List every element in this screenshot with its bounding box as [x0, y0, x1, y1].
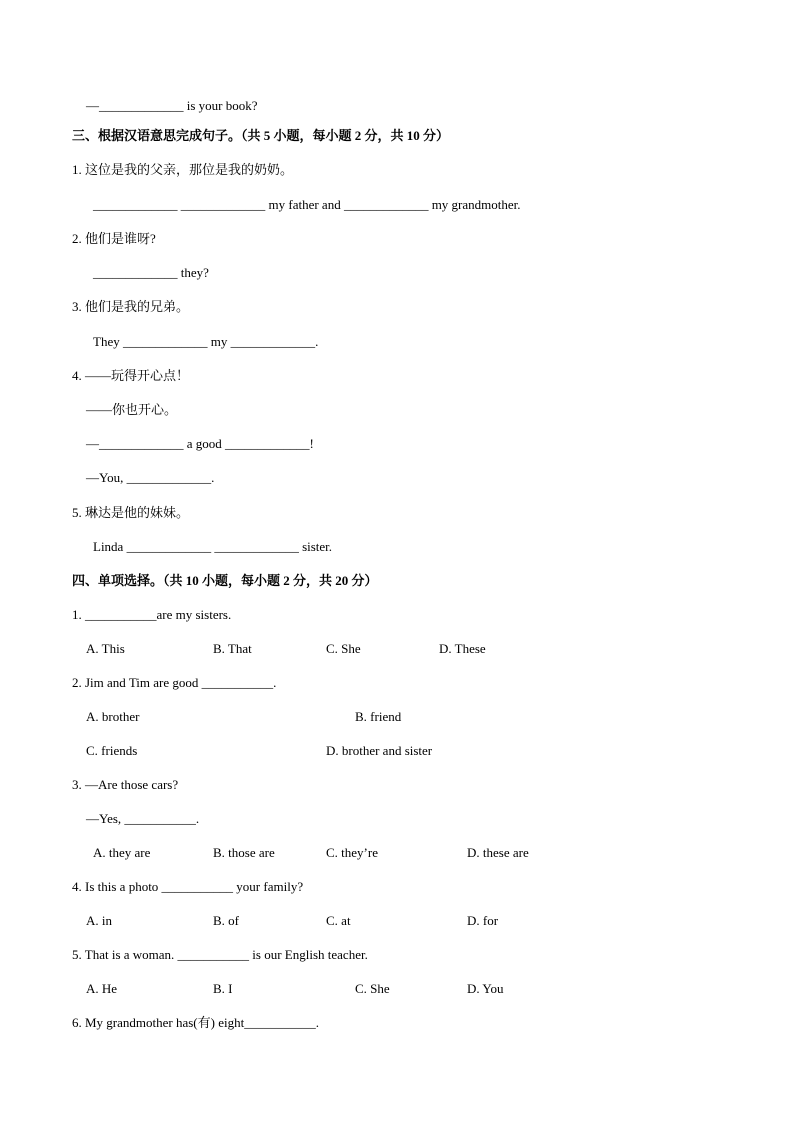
- section4-heading: 四、单项选择。（共 10 小题，每小题 2 分，共 20 分）: [72, 573, 378, 588]
- q1-option-d: D. These: [439, 641, 486, 656]
- q1-option-b: B. That: [213, 641, 252, 656]
- q2-option-d: D. brother and sister: [326, 743, 433, 758]
- q2-option-a: A. brother: [86, 709, 140, 724]
- s3-q4-prompt: 4. ——玩得开心点！: [72, 368, 190, 383]
- q1-stem: 1. ___________are my sisters.: [72, 607, 232, 622]
- q4-option-d: D. for: [467, 913, 499, 928]
- q5-option-a: A. He: [86, 981, 118, 996]
- q2-option-c: C. friends: [86, 743, 138, 758]
- s3-q4-prompt-2: ——你也开心。: [86, 402, 178, 417]
- q3-stem: 3. —Are those cars?: [72, 777, 179, 792]
- q3-option-c: C. they’re: [326, 845, 378, 860]
- s3-q3-prompt: 3. 他们是我的兄弟。: [72, 299, 190, 314]
- s3-q3-answer: They _____________ my _____________.: [93, 334, 319, 349]
- q1-option-a: A. This: [86, 641, 125, 656]
- s3-q1-prompt: 1. 这位是我的父亲，那位是我的奶奶。: [72, 162, 294, 177]
- s3-dialogue-line: —_____________ is your book?: [86, 98, 258, 113]
- q4-option-c: C. at: [326, 913, 351, 928]
- section3-heading: 三、根据汉语意思完成句子。（共 5 小题，每小题 2 分，共 10 分）: [72, 128, 450, 143]
- q3-reply: —Yes, ___________.: [86, 811, 200, 826]
- q5-option-d: D. You: [467, 981, 504, 996]
- s3-q5-answer: Linda _____________ _____________ sister.: [93, 539, 333, 554]
- q3-option-b: B. those are: [213, 845, 275, 860]
- q4-option-b: B. of: [213, 913, 239, 928]
- q5-option-b: B. I: [213, 981, 233, 996]
- q3-option-d: D. these are: [467, 845, 529, 860]
- q4-option-a: A. in: [86, 913, 112, 928]
- q1-option-c: C. She: [326, 641, 361, 656]
- q2-stem: 2. Jim and Tim are good ___________.: [72, 675, 277, 690]
- q2-option-b: B. friend: [355, 709, 402, 724]
- q3-option-a: A. they are: [93, 845, 151, 860]
- q4-stem: 4. Is this a photo ___________ your family?: [72, 879, 304, 894]
- s3-q1-answer: _____________ _____________ my father and _____________ my grandmother.: [93, 197, 521, 212]
- s3-q4-answer-1: —_____________ a good _____________!: [86, 436, 314, 451]
- q5-stem: 5. That is a woman. ___________ is our English teacher.: [72, 947, 368, 962]
- q6-stem: 6. My grandmother has(有) eight___________.: [72, 1015, 319, 1030]
- s3-q5-prompt: 5. 琳达是他的妹妹。: [72, 505, 190, 520]
- s3-q2-answer: _____________ they?: [93, 265, 209, 280]
- s3-q4-answer-2: —You, _____________.: [86, 470, 215, 485]
- s3-q2-prompt: 2. 他们是谁呀?: [72, 231, 156, 246]
- q5-option-c: C. She: [355, 981, 390, 996]
